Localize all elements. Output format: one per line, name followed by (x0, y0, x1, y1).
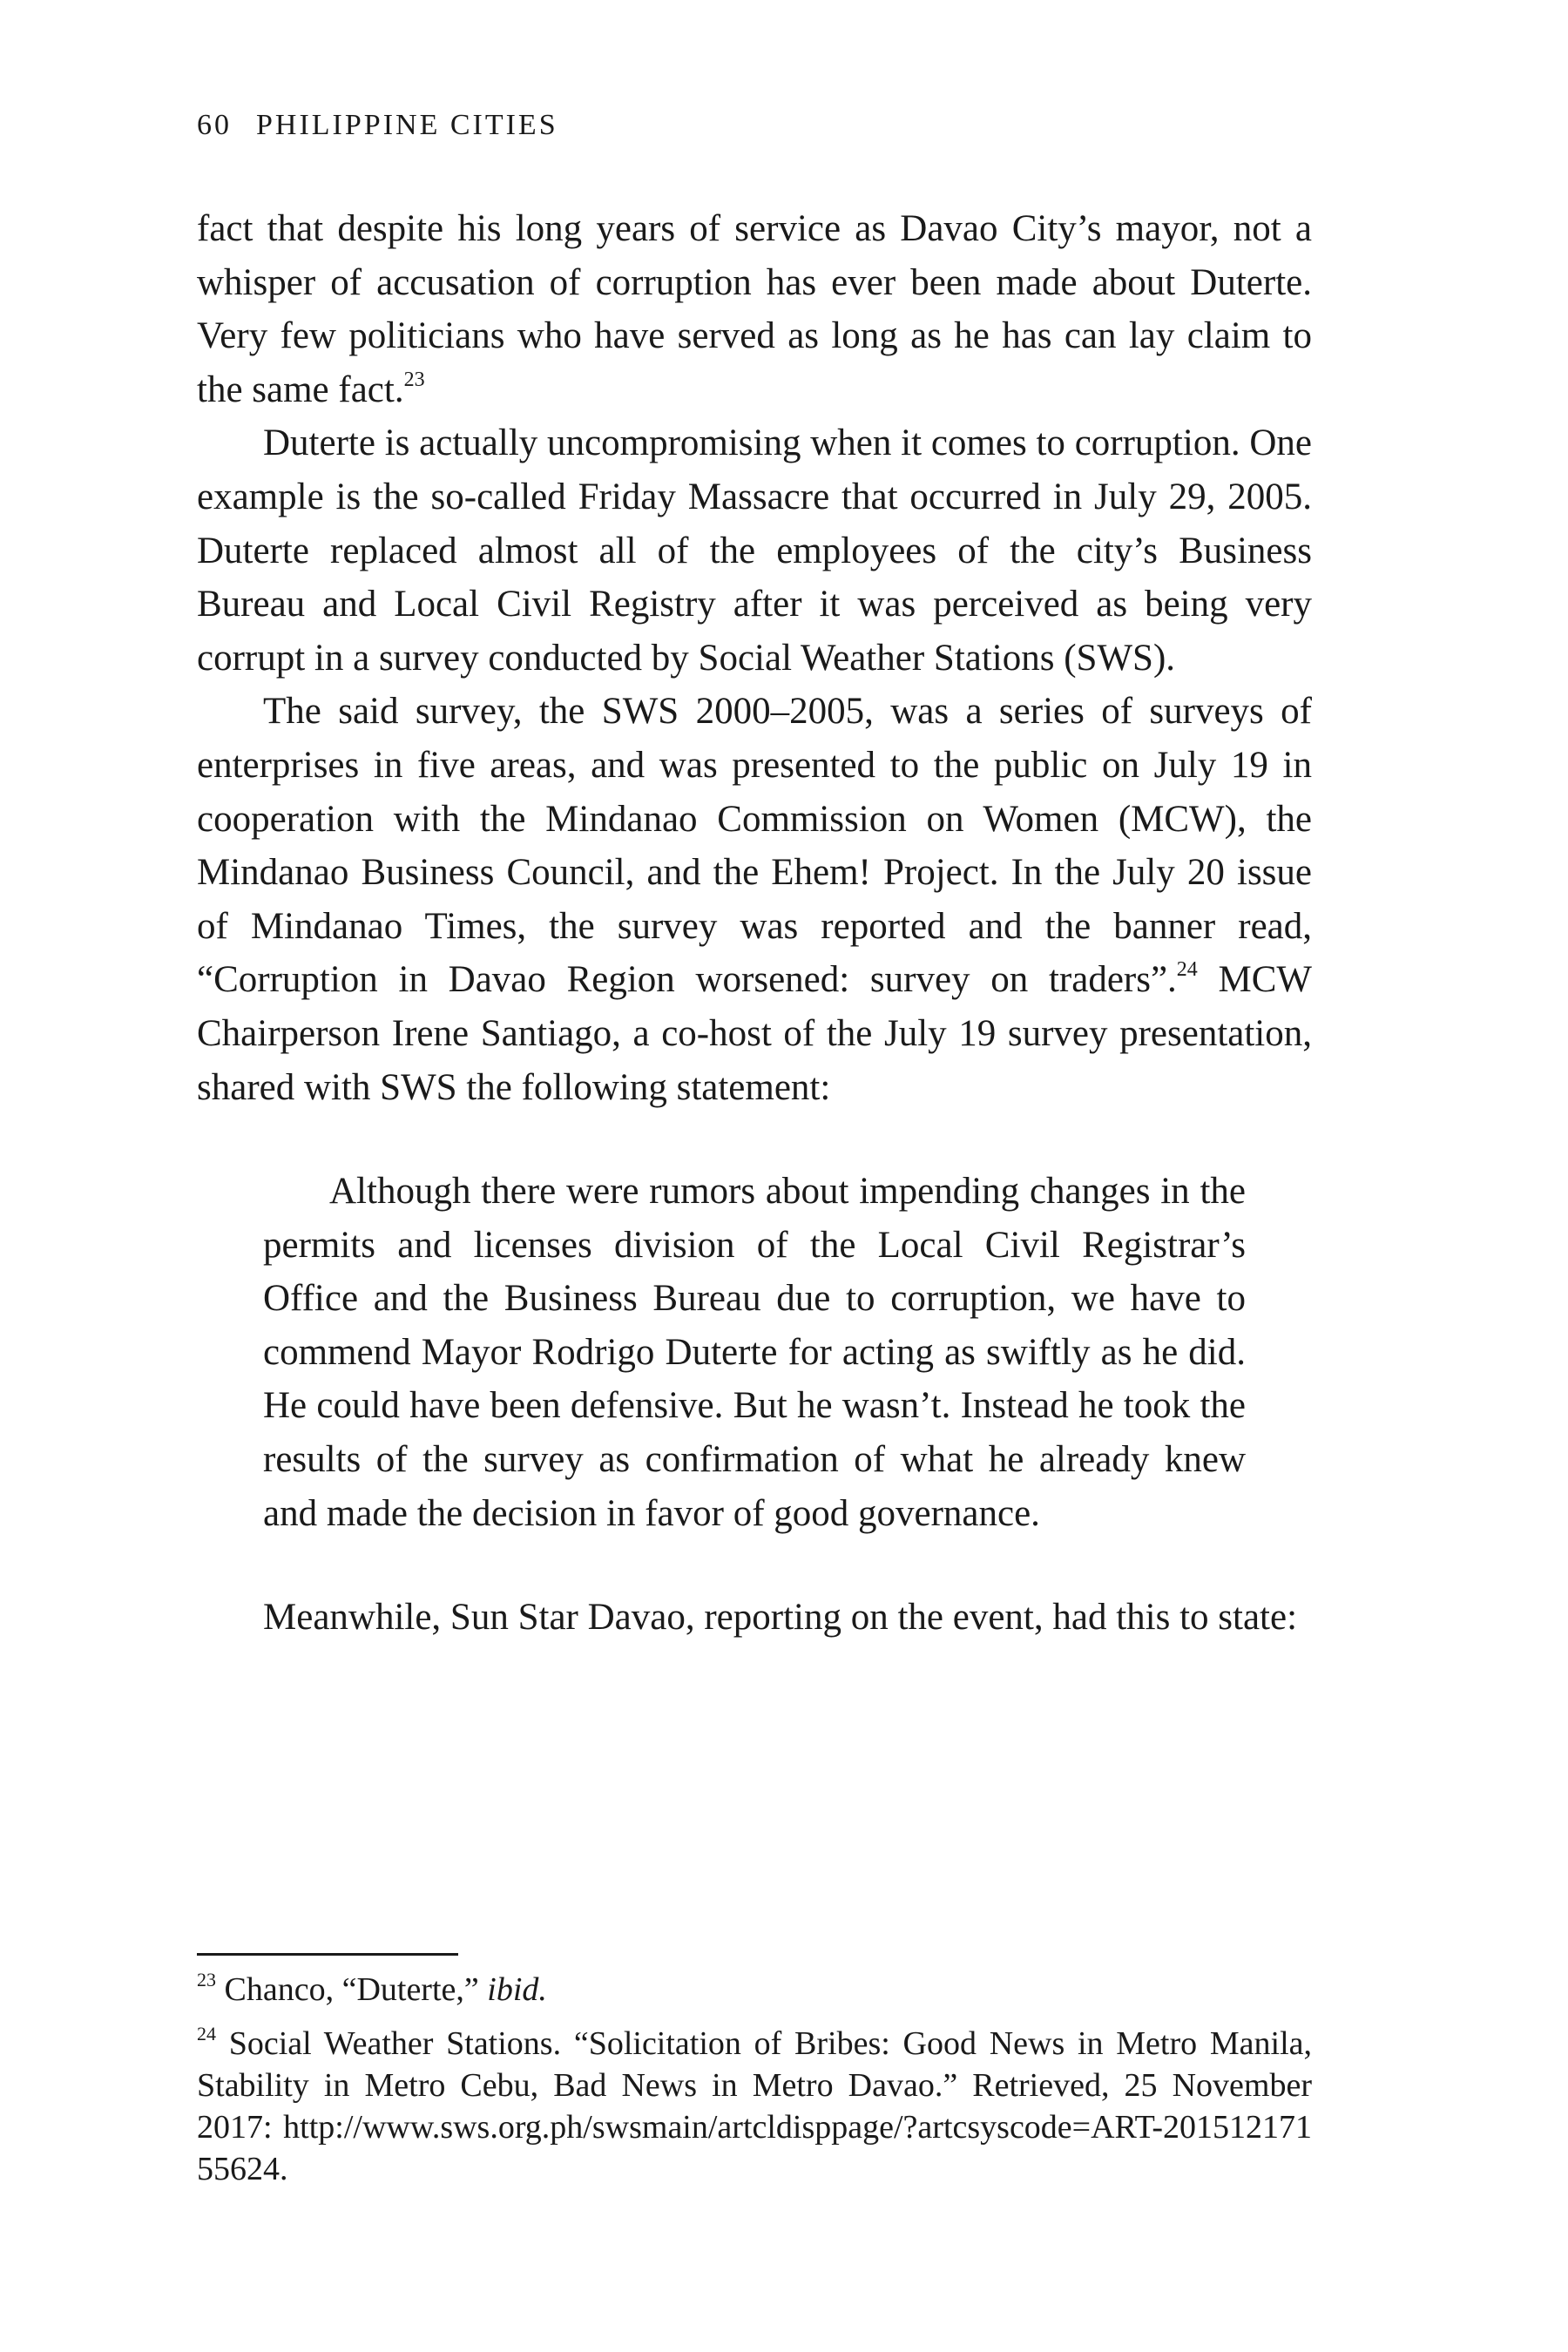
paragraph-3 (197, 685, 1312, 1114)
paragraph-1 (197, 202, 1312, 416)
paragraph-1-text: fact that despite his long years of service as Davao City’s mayor, not a whisper of accusation of corruption has ever been made about Duterte. Very few politicians who have served as long as he has can lay claim to the same fact. (197, 208, 1312, 410)
footnote-divider (197, 1953, 458, 1956)
running-title: PHILIPPINE CITIES (256, 109, 558, 141)
paragraph-3b-text: MCW Chairperson Irene Santiago, a co-host of the July 19 survey presentation, shared with SWS the following statement: (197, 959, 1312, 1108)
footnote-ref-23[interactable]: 23 (403, 368, 425, 391)
footnote-24-number: 24 (197, 2023, 216, 2044)
footnote-24-text: Social Weather Stations. “Solicitation of Bribes: Good News in Metro Manila, Stability in Metro Cebu, Bad News in Metro Davao.” Retrieved, 25 November 2017: (197, 2025, 1312, 2146)
running-head (197, 105, 558, 146)
footnotes (197, 1969, 1312, 2202)
paragraph-3a-text: The said survey, the SWS 2000–2005, was a series of surveys of enterprises in five areas, and was presented to the public on July 19 in cooperation with the Mindanao Commission on Women (MCW), the Mindanao Business Council, and the Ehem! Project. In the July 20 issue of Mindanao Times, the survey was reported and the banner read, “Corruption in Davao Region worsened: survey on traders”. (197, 691, 1312, 1001)
footnote-23-number: 23 (197, 1969, 216, 1990)
footnote-24 (197, 2023, 1312, 2190)
footnote-23-text: Chanco, “Duterte,” (224, 1971, 488, 2008)
paragraph-4: Meanwhile, Sun Star Davao, reporting on the event, had this to state: (263, 1597, 1298, 1639)
footnote-ref-24[interactable]: 24 (1176, 958, 1198, 982)
footnote-23 (197, 1969, 1312, 2011)
footnote-24-url[interactable]: http://www.sws.org.ph/swsmain/artcldisppage/?artcsyscode=ART-20151217155624. (197, 2109, 1312, 2187)
footnote-23-italic: ibid. (487, 1971, 547, 2008)
page-number: 60 (197, 109, 232, 141)
paragraph-2: Duterte is actually uncompromising when it comes to corruption. One example is the so-called Friday Massacre that occurred in July 29, 2005. Duterte replaced almost all of the employees of the city’s Business Bureau and Local Civil Registry after it was perceived as being very corrupt in a survey conducted by Social Weather Stations (SWS). (197, 422, 1312, 679)
block-quote: Although there were rumors about impending changes in the permits and licenses division of the Local Civil Registrar’s Office and the Business Bureau due to corruption, we have to commend Mayor Rodrigo Duterte for acting as swiftly as he did. He could have been defensive. But he wasn’t. Instead he took the results of the survey as confirmation of what he already knew and made the decision in favor of good governance. (263, 1171, 1246, 1534)
body-text (197, 202, 1312, 1645)
